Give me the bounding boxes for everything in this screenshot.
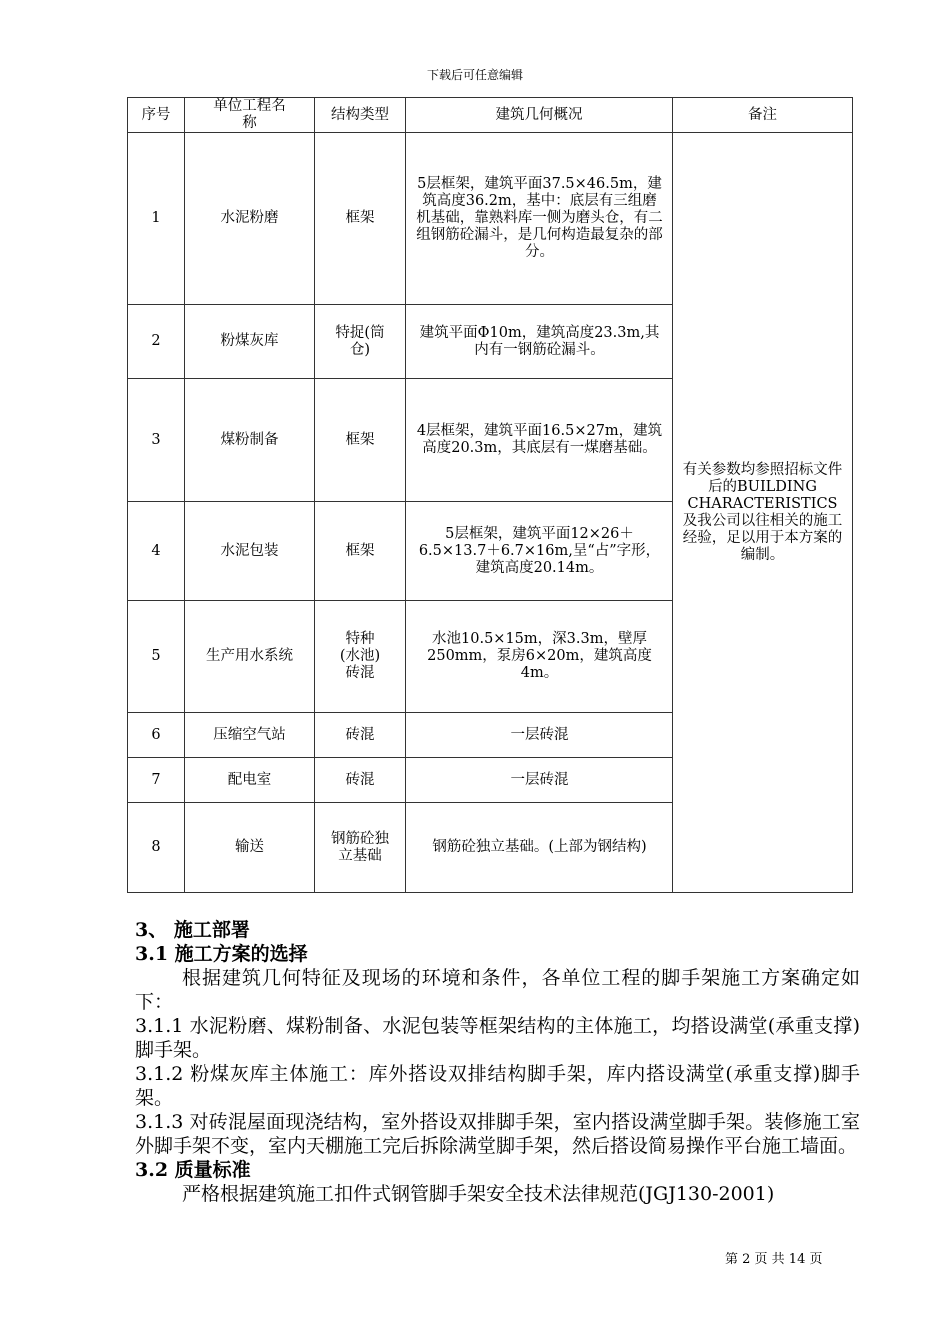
remark-cell: 有关参数均参照招标文件后的BUILDING CHARACTERISTICS及我公司以往相关的施工经验，足以用于本方案的编制。: [673, 133, 853, 893]
row-type: 特种(水池)砖混: [315, 601, 406, 713]
row-no: 5: [128, 601, 185, 713]
row-type: 框架: [315, 379, 406, 502]
row-desc: 4层框架，建筑平面16.5×27m，建筑高度20.3m，其底层有一煤磨基础。: [406, 379, 673, 502]
construction-deployment-section: [135, 918, 860, 1206]
row-desc: 钢筋砼独立基础。(上部为钢结构): [406, 803, 673, 893]
row-name: 压缩空气站: [185, 713, 315, 758]
row-name: 输送: [185, 803, 315, 893]
row-type: 砖混: [315, 758, 406, 803]
header-note: 备注: [673, 98, 853, 133]
section-heading: 3、 施工部署: [135, 919, 250, 941]
row-desc: 5层框架，建筑平面37.5×46.5m，建筑高度36.2m，基中：底层有三组磨机基础，靠熟料库一侧为磨头仓，有二组钢筋砼漏斗，是几何构造最复杂的部分。: [406, 133, 673, 305]
row-name: 生产用水系统: [185, 601, 315, 713]
header-type: 结构类型: [315, 98, 406, 133]
row-name: 配电室: [185, 758, 315, 803]
row-type: 钢筋砼独立基础: [315, 803, 406, 893]
paragraph: 严格根据建筑施工扣件式钢管脚手架安全技术法律规范(JGJ130-2001): [182, 1183, 775, 1205]
paragraph: 3.1.2 粉煤灰库主体施工：库外搭设双排结构脚手架，库内搭设满堂(承重支撑)脚手架。: [135, 1063, 860, 1109]
header-desc: 建筑几何概况: [406, 98, 673, 133]
header-no: 序号: [128, 98, 185, 133]
row-name: 粉煤灰库: [185, 305, 315, 379]
header-name: 单位工程名称: [185, 98, 315, 133]
row-desc: 5层框架，建筑平面12×26＋6.5×13.7＋6.7×16m,呈“占”字形，建筑高度20.14m。: [406, 502, 673, 601]
table-header-row: [128, 98, 853, 133]
row-type: 特捉(筒仓): [315, 305, 406, 379]
row-no: 2: [128, 305, 185, 379]
row-type: 框架: [315, 502, 406, 601]
row-no: 4: [128, 502, 185, 601]
building-overview-table: [127, 97, 853, 893]
row-no: 3: [128, 379, 185, 502]
row-no: 7: [128, 758, 185, 803]
row-name: 水泥包装: [185, 502, 315, 601]
paragraph: 3.1.1 水泥粉磨、煤粉制备、水泥包装等框架结构的主体施工，均搭设满堂(承重支撑)脚手架。: [135, 1015, 860, 1061]
row-name: 煤粉制备: [185, 379, 315, 502]
row-desc: 建筑平面Φ10m，建筑高度23.3m,其内有一钢筋砼漏斗。: [406, 305, 673, 379]
row-desc: 一层砖混: [406, 713, 673, 758]
table-row: [128, 133, 853, 305]
row-desc: 一层砖混: [406, 758, 673, 803]
row-name: 水泥粉磨: [185, 133, 315, 305]
paragraph: 3.1.3 对砖混屋面现浇结构，室外搭设双排脚手架，室内搭设满堂脚手架。装修施工室外脚手架不变，室内天棚施工完后拆除满堂脚手架，然后搭设简易操作平台施工墙面。: [135, 1111, 860, 1157]
row-type: 砖混: [315, 713, 406, 758]
row-desc: 水池10.5×15m，深3.3m，壁厚250mm，泵房6×20m，建筑高度4m。: [406, 601, 673, 713]
row-no: 1: [128, 133, 185, 305]
row-no: 6: [128, 713, 185, 758]
page-number: 第 2 页 共 14 页: [725, 1252, 823, 1267]
subsection-heading-3-1: 3.1 施工方案的选择: [135, 943, 308, 965]
header-note: 下载后可任意编辑: [426, 68, 523, 82]
subsection-heading-3-2: 3.2 质量标准: [135, 1159, 251, 1181]
paragraph: 根据建筑几何特征及现场的环境和条件，各单位工程的脚手架施工方案确定如下：: [135, 967, 860, 1013]
row-no: 8: [128, 803, 185, 893]
row-type: 框架: [315, 133, 406, 305]
